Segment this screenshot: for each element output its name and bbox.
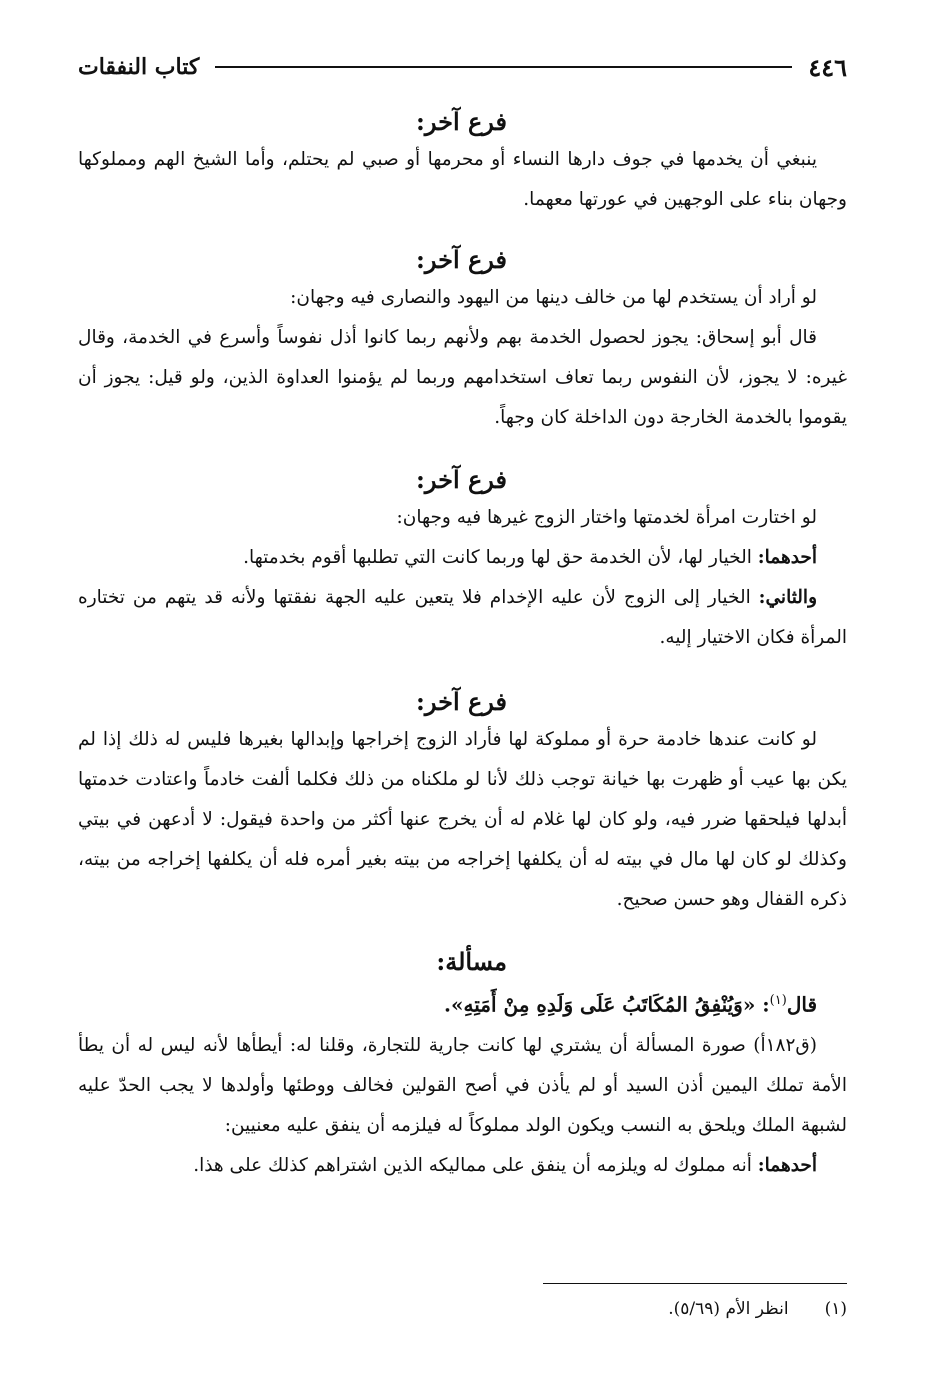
second-opinion-text: الخيار إلى الزوج لأن عليه الإخدام فلا يتعين عليه الجهة نفقتها ولأنه قد يتهم من تختاره المرأة فكان الاختيار إليه. (78, 587, 847, 648)
page-number: ٤٤٦ (808, 52, 847, 82)
footnote-separator (543, 1283, 847, 1284)
footnote-number: (١) (824, 1299, 847, 1319)
section-3-first-opinion (78, 538, 847, 578)
section-3-second-opinion (78, 578, 847, 658)
masala-first-meaning (78, 1146, 847, 1186)
section-title-3: فرع آخر: (416, 465, 507, 494)
section-title-2: فرع آخر: (416, 245, 507, 274)
page-header (78, 50, 847, 84)
section-1-paragraph: ينبغي أن يخدمها في جوف دارها النساء أو محرمها أو صبي لم يحتلم، وأما الشيخ الهم ومملوكها وجهان بناء على الوجهين في عورتها معهما. (78, 149, 847, 210)
book-title: كتاب النفقات (78, 54, 200, 80)
section-3-intro: لو اختارت امرأة لخدمتها واختار الزوج غيرها فيه وجهان: (396, 507, 817, 528)
section-2-paragraph-1: لو أراد أن يستخدم لها من خالف دينها من اليهود والنصارى فيه وجهان: (290, 287, 817, 308)
footnote-text: انظر الأم (٥/٦٩). (668, 1299, 789, 1319)
masala-first-label: أحدهما: (757, 1154, 817, 1176)
footnote-ref: (١) (769, 993, 787, 1008)
header-rule (215, 66, 792, 68)
section-2-paragraph-2: قال أبو إسحاق: يجوز لحصول الخدمة بهم ولأنهم ربما كانوا أذل نفوساً وأسرع في الخدمة، وقال غيره: لا يجوز، لأن النفوس ربما تعاف استخدامهم وربما لم يؤمنوا العداوة الذين، ولو قيل: يجوز أن يقوموا بالخدمة الخارجة دون الداخلة كان وجهاً. (78, 327, 847, 428)
second-opinion-label: والثاني: (758, 587, 817, 608)
masala-paragraph: (ق١٨٢أ) صورة المسألة أن يشتري لها كانت جارية للتجارة، وقلنا له: أيطأها لأنه ليس له أن يطأ الأمة تملك اليمين أذن السيد أو لم يأذن في أصح القولين فخالف ووطئها وأولدها لا يجب الحدّ عليه لشبهة الملك ويلحق به النسب ويكون الولد مملوكاً له فيلزمه أن ينفق عليه معنيين: (78, 1034, 847, 1136)
quote-text: : «وَيُنْفِقُ المُكَاتَبُ عَلَى وَلَدِهِ مِنْ أَمَتِهِ». (444, 992, 770, 1017)
qal-word: قال (786, 992, 817, 1017)
first-opinion-text: الخيار لها، لأن الخدمة حق لها وربما كانت التي تطلبها أقوم بخدمتها. (243, 547, 758, 568)
section-title-4: فرع آخر: (416, 687, 507, 716)
section-title-1: فرع آخر: (416, 107, 507, 136)
masala-quote (78, 980, 847, 1026)
section-4-paragraph: لو كانت عندها خادمة حرة أو مملوكة لها فأراد الزوج إخراجها وإبدالها بغيرها فليس له ذلك إذا لم يكن بها عيب أو ظهرت بها خيانة توجب ذلك لأنا لو ملكناه من ذلك فكلما ألفت خادماً واعتادت خدمتها أبدلها فيلحقها ضرر فيه، ولو كان لها غلام له أن يخرج عنها أكثر من واحدة فيقول: لا أدعهن في بيتي وكذلك لو كان لها مال في بيته له أن يكلفها إخراجه من بيته بغير أمره فله أن يكلفها إخراجه من بيته، ذكره القفال وهو حسن صحيح. (78, 729, 847, 910)
first-opinion-label: أحدهما: (757, 547, 817, 568)
masala-first-text: أنه مملوك له ويلزمه أن ينفق على مماليكه الذين اشتراهم كذلك على هذا. (193, 1154, 758, 1176)
footnote (668, 1296, 847, 1322)
masala-title: مسألة: (436, 947, 507, 976)
